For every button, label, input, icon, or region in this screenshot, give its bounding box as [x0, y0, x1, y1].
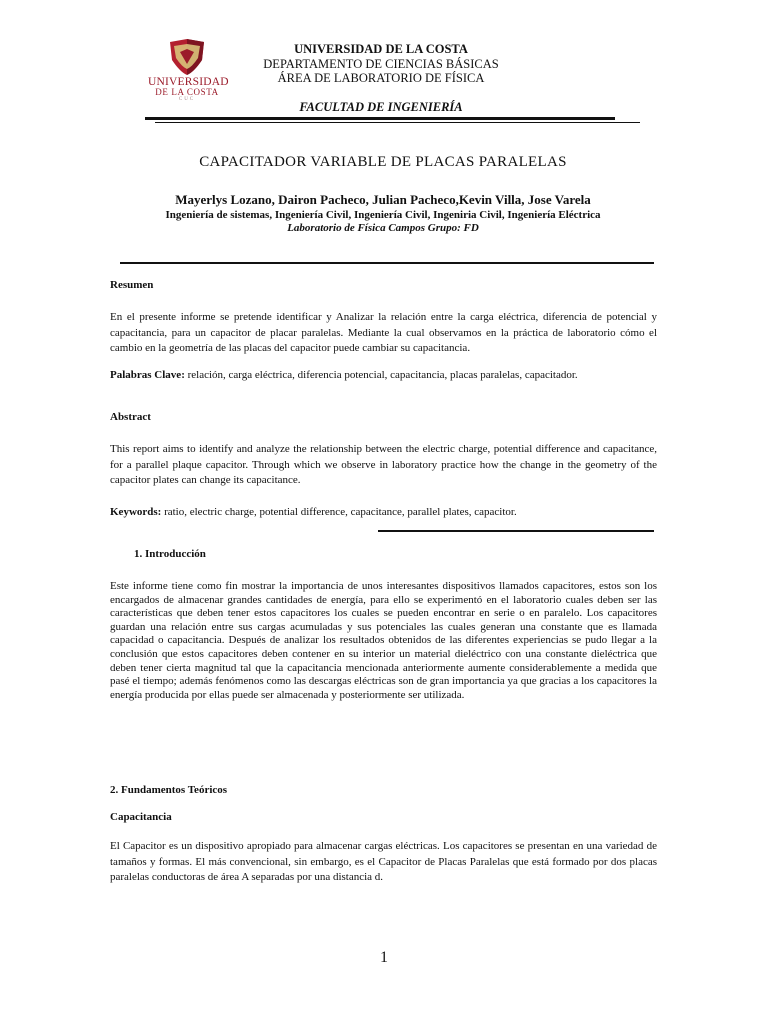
header-rule-thin	[155, 122, 640, 123]
author-programs: Ingeniería de sistemas, Ingeniería Civil, Ingeniería Civil, Ingeniria Civil, Ingeniería Eléctrica	[165, 209, 601, 221]
capacitancia-subheading: Capacitancia	[110, 811, 172, 823]
header-rule-thick	[145, 117, 615, 120]
keywords-es: relación, carga eléctrica, diferencia potencial, capacitancia, placas paralelas, capacitador.	[184, 369, 578, 381]
university-name: UNIVERSIDAD DE LA COSTA	[294, 42, 468, 56]
resumen-body: En el presente informe se pretende identificar y Analizar la relación entre la carga eléctrica, diferencia de potencial y capacitancia, para un capacitor de placar paralelas. Mediante la cual observamos en la práctica de laboratorio cómo el cambio en la geometría de las placas del capacitor puede cambiar su capacitancia.	[110, 311, 657, 355]
abstract-heading: Abstract	[110, 411, 151, 423]
keywords-label-es: Palabras Clave:	[110, 369, 185, 381]
faculty-name: FACULTAD DE INGENIERÍA	[299, 100, 463, 114]
university-logo	[148, 38, 229, 104]
logo-text-line3: CUC	[178, 97, 196, 102]
introduccion-body: Este informe tiene como fin mostrar la importancia de unos interesantes dispositivos llamados capacitores, estos son los encargados de almacenar grandes cantidades de energía, para ello se experimentó en el laboratorio cuales deben ser las características que deben tener estos capacitores los cuales se pueden encontrar en serie o en paralelo. Los capacitores guardan una relación entre sus cargas acumuladas y sus potenciales las cuales generan una constante que es llamada capacidad o capacitancia. Después de analizar los resultados obtenidos de las diferentes experiencias se pudo llegar a la conclusión que estos capacitores deben contener en su interior un material dieléctrico con una constante dieléctrica que deben tener cierta magnitud tal que la capacitancia mencionada anteriormente aumente considerablemente a medida que pasé el tiempo; además fenómenos como las descargas eléctricas son de gran importancia ya que gracias a los capacitores la energía producida por ellas puede ser almacenada y posteriormente ser utilizada.	[110, 580, 657, 701]
fundamentos-body: El Capacitor es un dispositivo apropiado para almacenar cargas eléctricas. Los capacitores se presentan en una variedad de tamaños y formas. El más convencional, sin embargo, es el Capacitor de Placas Paralelas que está formado por dos placas paralelas conductoras de área A separadas por una distancia d.	[110, 840, 657, 884]
abstract-keywords	[110, 505, 657, 521]
fundamentos-heading: 2. Fundamentos Teóricos	[110, 784, 228, 796]
title-rule	[120, 262, 654, 264]
abstract-rule	[378, 530, 654, 532]
area-name: ÁREA DE LABORATORIO DE FÍSICA	[277, 71, 485, 85]
introduccion-heading: 1. Introducción	[134, 548, 206, 560]
logo-text-line2: DE LA COSTA	[155, 87, 219, 97]
lab-group: Laboratorio de Física Campos Grupo: FD	[287, 222, 479, 234]
abstract-body: This report aims to identify and analyze the relationship between the electric charge, potential difference and capacitance, for a parallel plaque capacitor. Through which we observe in laboratory practice how the change in the geometry of the capacitor plates can change its capacitance.	[110, 443, 657, 487]
department-name: DEPARTAMENTO DE CIENCIAS BÁSICAS	[263, 57, 499, 71]
resumen-heading: Resumen	[110, 279, 154, 291]
page-number: 1	[380, 949, 388, 966]
keywords-label-en: Keywords:	[110, 506, 162, 518]
shield-crest-icon	[164, 38, 210, 76]
resumen-keywords	[110, 369, 657, 383]
logo-text-line1: UNIVERSIDAD	[148, 76, 229, 88]
paper-title: CAPACITADOR VARIABLE DE PLACAS PARALELAS	[199, 154, 567, 170]
keywords-en: ratio, electric charge, potential difference, capacitance, parallel plates, capacitor.	[161, 506, 517, 518]
paper-authors: Mayerlys Lozano, Dairon Pacheco, Julian Pacheco,Kevin Villa, Jose Varela	[175, 192, 591, 207]
